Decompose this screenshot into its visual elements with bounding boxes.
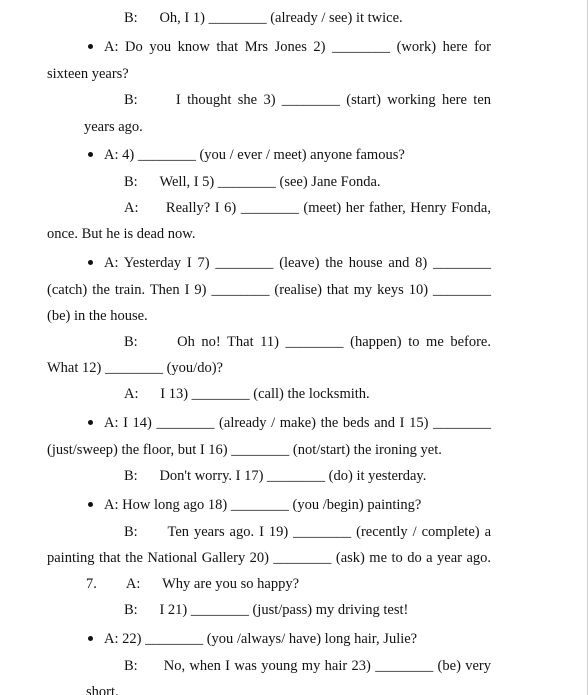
text-line: A: I 14) ________ (already / make) the beds and I 15) ________: [104, 415, 491, 431]
text-line: sixteen years?: [47, 66, 129, 82]
text-line: (be) in the house.: [47, 308, 148, 324]
text-line: A: 4) ________ (you / ever / meet) anyone famous?: [104, 147, 405, 163]
text-line: A: Do you know that Mrs Jones 2) ________ (work) here for: [104, 39, 491, 55]
text-line: painting that the National Gallery 20) ________ (ask) me to do a year ago.: [47, 550, 491, 566]
text-line: A: How long ago 18) ________ (you /begin) painting?: [104, 497, 422, 513]
text-line: B: Ten years ago. I 19) ________ (recently / complete) a: [124, 524, 491, 540]
text-line: short.: [86, 684, 119, 695]
text-line: A: 22) ________ (you /always/ have) long hair, Julie?: [104, 631, 418, 647]
text-line: years ago.: [84, 119, 143, 135]
bullet-icon: [88, 260, 93, 265]
text-line: 7. A: Why are you so happy?: [86, 576, 300, 592]
text-line: (catch) the train. Then I 9) ________ (realise) that my keys 10) ________: [47, 282, 491, 298]
text-line: A: Yesterday I 7) ________ (leave) the house and 8) ________: [104, 255, 491, 271]
text-line: once. But he is dead now.: [47, 226, 196, 242]
text-line: (just/sweep) the floor, but I 16) ________ (not/start) the ironing yet.: [47, 442, 442, 458]
text-line: A: I 13) ________ (call) the locksmith.: [124, 386, 370, 402]
text-line: B: Oh, I 1) ________ (already / see) it twice.: [124, 10, 403, 26]
text-line: B: I thought she 3) ________ (start) working here ten: [124, 92, 491, 108]
bullet-icon: [88, 152, 93, 157]
bullet-icon: [88, 44, 93, 49]
bullet-icon: [88, 636, 93, 641]
text-line: A: Really? I 6) ________ (meet) her father, Henry Fonda,: [124, 200, 491, 216]
text-line: B: Oh no! That 11) ________ (happen) to me before.: [124, 334, 491, 350]
text-line: B: I 21) ________ (just/pass) my driving test!: [124, 602, 409, 618]
bullet-icon: [88, 420, 93, 425]
text-line: B: No, when I was young my hair 23) ________ (be) very: [124, 658, 491, 674]
text-line: B: Don't worry. I 17) ________ (do) it yesterday.: [124, 468, 427, 484]
text-line: What 12) ________ (you/do)?: [47, 360, 223, 376]
bullet-icon: [88, 502, 93, 507]
text-line: B: Well, I 5) ________ (see) Jane Fonda.: [124, 174, 381, 190]
